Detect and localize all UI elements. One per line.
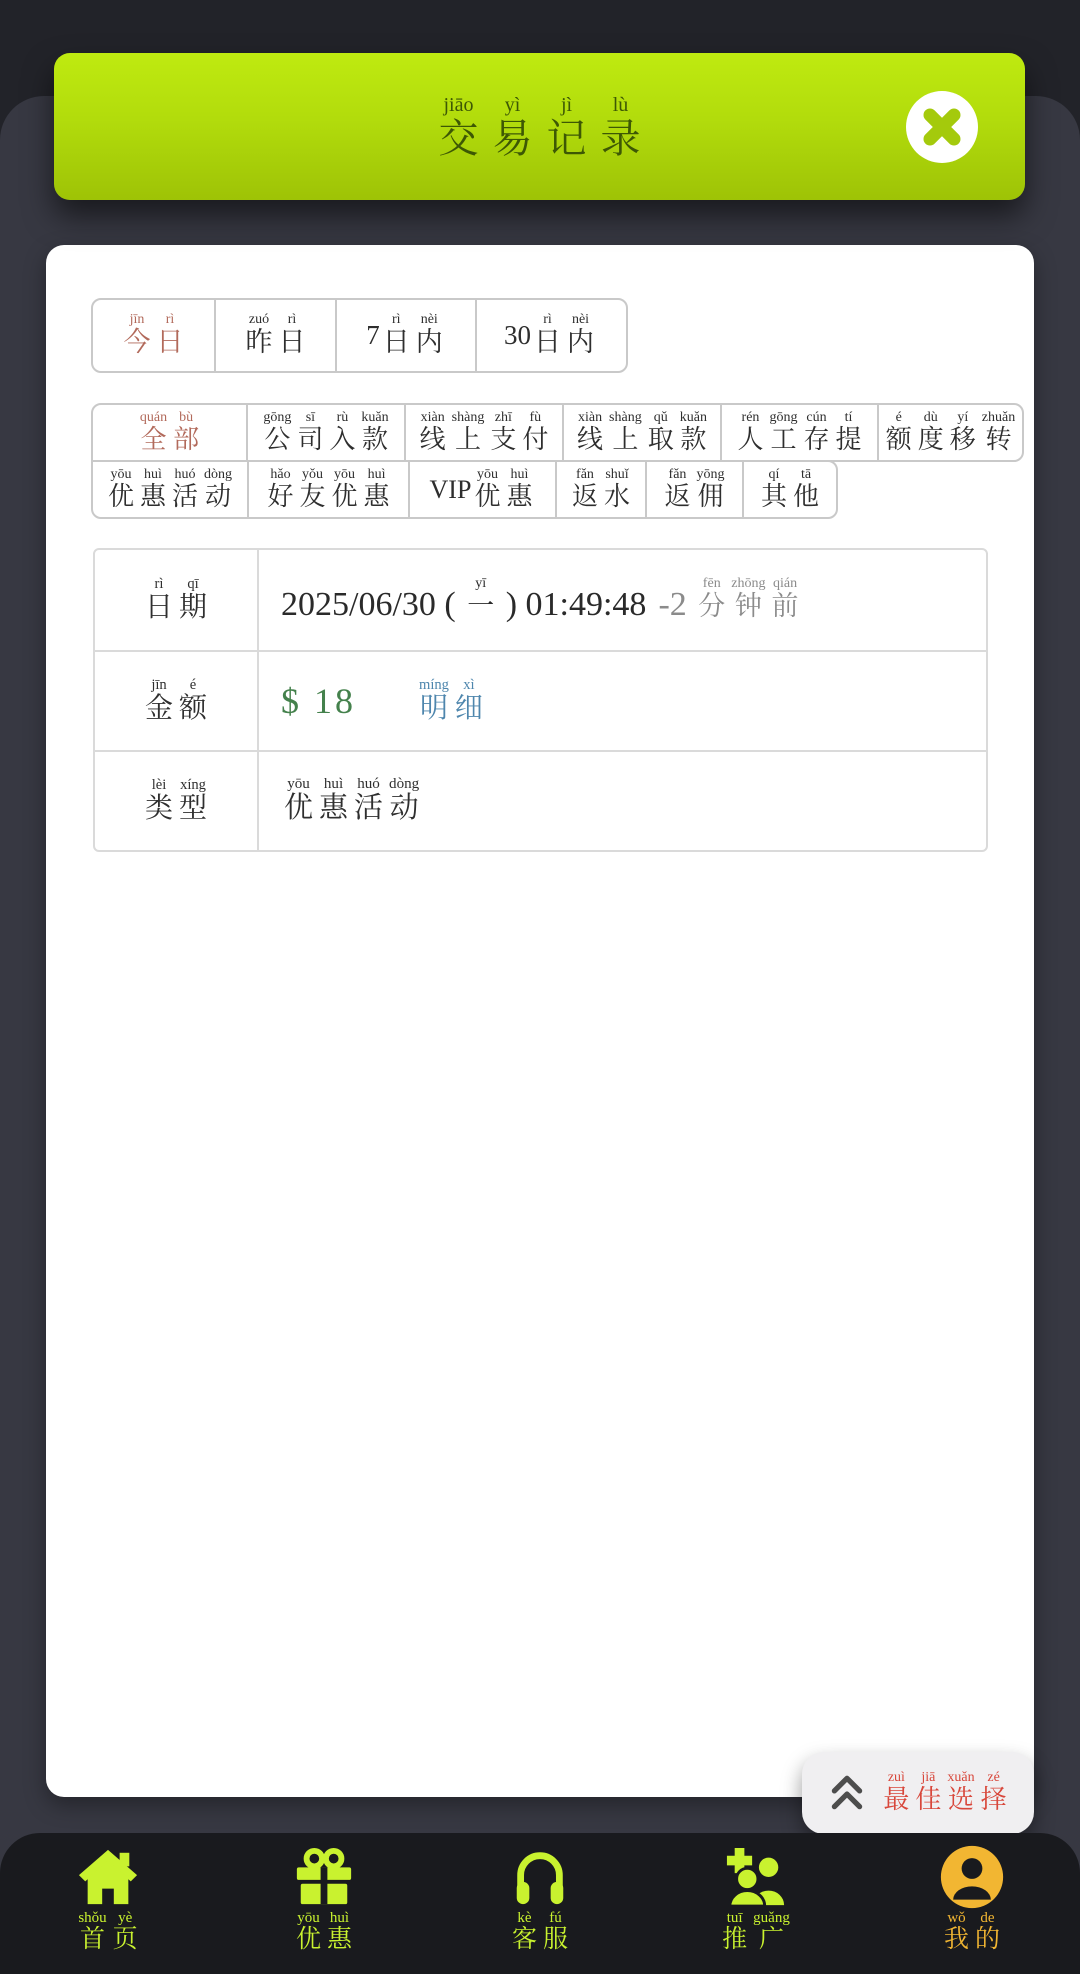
headset-icon xyxy=(509,1845,571,1909)
date-value-cell xyxy=(259,550,986,650)
nav-item-mine[interactable] xyxy=(864,1833,1080,1974)
amount-value: $ 18 xyxy=(281,681,356,721)
person-circle-icon xyxy=(939,1845,1005,1909)
best-choice-label: 最zuì佳jiā选xuǎn择zé xyxy=(883,1770,1007,1814)
tab-quota-transfer[interactable]: 额é 度dù 移yí 转zhuǎn xyxy=(877,403,1024,462)
detail-link[interactable]: 明míng细xì xyxy=(419,676,483,724)
page-title: 交jiāo易yì记jì录lù xyxy=(438,93,641,161)
category-row-2 xyxy=(91,462,1034,519)
amount-label: 金jīn 额é xyxy=(95,652,259,750)
content-card xyxy=(46,245,1034,1797)
tab-company-deposit[interactable]: 公gōng 司sī 入rù 款kuǎn xyxy=(246,403,406,462)
nav-item-promo[interactable] xyxy=(216,1833,432,1974)
tab-today[interactable]: 今jīn 日rì xyxy=(123,312,184,357)
nav-item-home[interactable] xyxy=(0,1833,216,1974)
nav-item-referral[interactable] xyxy=(648,1833,864,1974)
tab-other[interactable]: 其qí 他tā xyxy=(742,460,838,519)
date-label: 日rì 期qī xyxy=(95,550,259,650)
tab-yesterday[interactable]: 昨zuó 日rì xyxy=(214,300,335,371)
nav-item-service[interactable] xyxy=(432,1833,648,1974)
date-value: 2025/06/30 ( 一yī ) 01:49:48 xyxy=(281,575,647,623)
tab-all[interactable]: 全quán 部bù xyxy=(91,403,248,462)
record-table xyxy=(93,548,988,852)
add-people-icon xyxy=(723,1845,789,1909)
tab-vip-promo[interactable]: VIP 优yōu 惠huì xyxy=(408,460,557,519)
nav-label-mine: 我wǒ的de xyxy=(943,1910,1001,1953)
modal-header xyxy=(54,53,1025,200)
nav-label-promo: 优yōu惠huì xyxy=(295,1910,353,1953)
type-label: 类lèi 型xíng xyxy=(95,752,259,850)
chevron-double-up-icon xyxy=(826,1772,868,1814)
tab-last-30-days[interactable]: 30 日rì 内nèi xyxy=(475,300,624,371)
tab-last-7-days[interactable]: 7 日rì 内nèi xyxy=(335,300,475,371)
tab-online-payment[interactable]: 线xiàn 上shàng 支zhī 付fù xyxy=(404,403,564,462)
tab-promotions[interactable]: 优yōu 惠huì 活huó 动dòng xyxy=(91,460,249,519)
home-icon xyxy=(74,1845,142,1909)
record-row-date xyxy=(95,550,986,650)
close-button[interactable] xyxy=(905,90,979,164)
date-filter-tabs xyxy=(91,298,628,373)
tab-manual-deposit-withdraw[interactable]: 人rén 工gōng 存cún 提tí xyxy=(720,403,879,462)
bottom-nav xyxy=(0,1833,1080,1974)
type-value: 优yōu 惠huì 活huó 动dòng xyxy=(284,776,420,824)
category-row-1 xyxy=(91,403,1034,462)
best-choice-button[interactable] xyxy=(802,1752,1034,1834)
date-relative-time: -2 分fēn钟zhōng前qián xyxy=(658,575,799,623)
tab-friend-promo[interactable]: 好hǎo 友yǒu 优yōu 惠huì xyxy=(247,460,410,519)
close-icon xyxy=(905,90,979,164)
tab-online-withdrawal[interactable]: 线xiàn 上shàng 取qǔ 款kuǎn xyxy=(562,403,722,462)
tab-rebate[interactable]: 返fǎn 水shuǐ xyxy=(555,460,647,519)
amount-value-cell xyxy=(259,652,986,750)
nav-label-home: 首shǒu页yè xyxy=(78,1910,138,1953)
record-row-type xyxy=(95,750,986,850)
nav-label-service: 客kè服fú xyxy=(511,1910,569,1953)
gift-icon xyxy=(293,1845,355,1909)
tab-commission[interactable]: 返fǎn 佣yōng xyxy=(645,460,744,519)
category-filter-tabs xyxy=(91,403,1034,519)
nav-label-referral: 推tuī广guǎng xyxy=(722,1910,790,1953)
record-row-amount xyxy=(95,650,986,750)
